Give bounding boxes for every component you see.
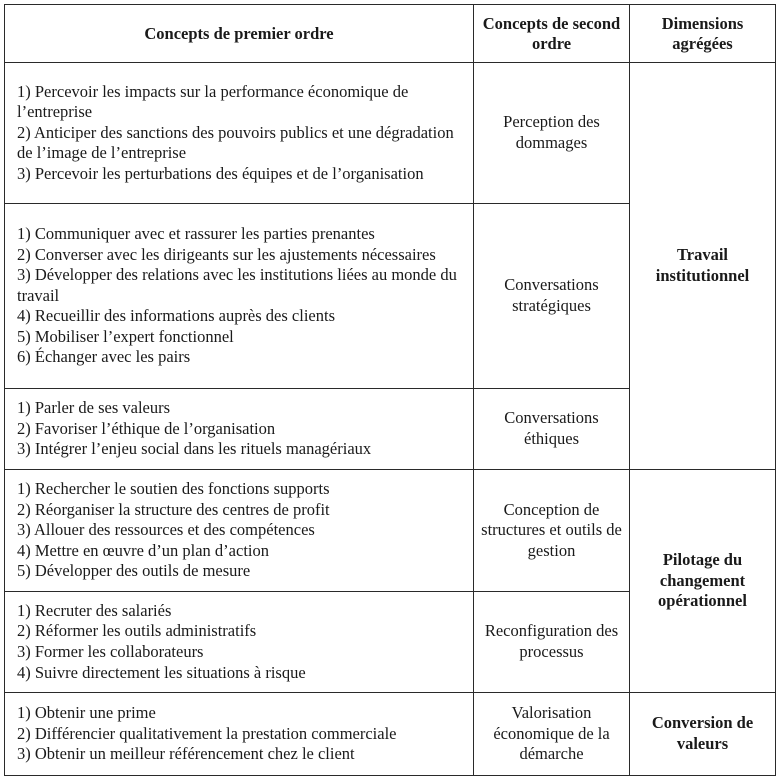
- list-item: 1) Rechercher le soutien des fonctions supports: [17, 479, 330, 499]
- list-item: 6) Échanger avec les pairs: [17, 347, 191, 367]
- list-item: 5) Développer des outils de mesure: [17, 561, 251, 581]
- table-row: [5, 693, 776, 776]
- first-order-cell: [5, 389, 474, 470]
- list-item: 3) Percevoir les perturbations des équipes et de l’organisation: [17, 163, 424, 183]
- second-order-cell: Conversations stratégiques: [474, 204, 630, 389]
- list-item: 2) Différencier qualitativement la prestation commerciale: [17, 723, 397, 743]
- table-row: [5, 470, 776, 592]
- list-item: 1) Parler de ses valeurs: [17, 398, 171, 418]
- second-order-cell: Conception de structures et outils de gestion: [474, 470, 630, 592]
- first-order-cell: [5, 592, 474, 693]
- list-item: 3) Former les collaborateurs: [17, 642, 204, 661]
- first-order-cell: [5, 63, 474, 204]
- first-order-cell: [5, 470, 474, 592]
- list-item: 2) Réformer les outils administratifs: [17, 621, 257, 641]
- aggregated-dimension-cell: Travail institutionnel: [630, 63, 776, 470]
- list-item: 4) Mettre en œuvre d’un plan d’action: [17, 540, 269, 560]
- table-row: [5, 63, 776, 204]
- aggregated-dimension-cell: Conversion de valeurs: [630, 693, 776, 776]
- list-item: 3) Développer des relations avec les institutions liées au monde du travail: [17, 265, 457, 305]
- second-order-cell: Reconfiguration des processus: [474, 592, 630, 693]
- header-row: [5, 5, 776, 63]
- aggregated-dimension-cell: Pilotage du changement opérationnel: [630, 470, 776, 693]
- list-item: 2) Anticiper des sanctions des pouvoirs publics et une dégradation de l’image de l’entreprise: [17, 122, 454, 163]
- second-order-cell: Conversations éthiques: [474, 389, 630, 470]
- list-item: 4) Suivre directement les situations à risque: [17, 662, 306, 682]
- concepts-table: [4, 4, 776, 776]
- list-item: 1) Obtenir une prime: [17, 703, 156, 723]
- list-item: 1) Percevoir les impacts sur la performance économique de l’entreprise: [17, 81, 409, 122]
- first-order-cell: [5, 693, 474, 776]
- list-item: 1) Recruter des salariés: [17, 600, 172, 620]
- header-aggregated: Dimensions agrégées: [630, 5, 776, 63]
- header-second-order: Concepts de second ordre: [474, 5, 630, 63]
- second-order-cell: Valorisation économique de la démarche: [474, 693, 630, 776]
- first-order-cell: [5, 204, 474, 389]
- list-item: 2) Favoriser l’éthique de l’organisation: [17, 418, 276, 438]
- list-item: 3) Allouer des ressources et des compétences: [17, 520, 315, 540]
- list-item: 5) Mobiliser l’expert fonctionnel: [17, 326, 234, 346]
- list-item: 2) Réorganiser la structure des centres de profit: [17, 499, 330, 519]
- list-item: 3) Obtenir un meilleur référencement chez le client: [17, 744, 355, 764]
- list-item: 2) Converser avec les dirigeants sur les ajustements nécessaires: [17, 244, 436, 264]
- header-first-order: Concepts de premier ordre: [5, 5, 474, 63]
- second-order-cell: Perception des dommages: [474, 63, 630, 204]
- list-item: 1) Communiquer avec et rassurer les parties prenantes: [17, 223, 375, 243]
- list-item: 3) Intégrer l’enjeu social dans les rituels managériaux: [17, 439, 372, 459]
- list-item: 4) Recueillir des informations auprès des clients: [17, 306, 335, 326]
